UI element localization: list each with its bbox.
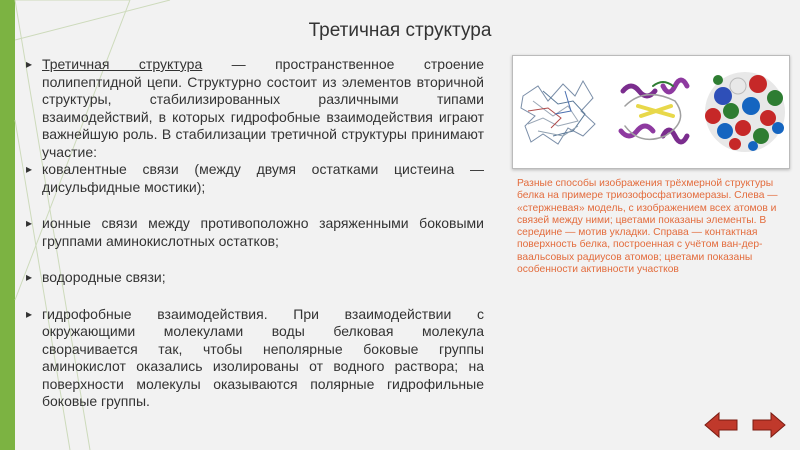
list-item-text: водородные связи;: [42, 269, 166, 285]
list-item-text: ионные связи между противоположно заряженными боковыми группами аминокислотных остатков;: [42, 215, 484, 249]
bullet-icon: ▸: [26, 162, 33, 176]
bullet-list: [24, 56, 484, 430]
bullet-icon: ▸: [26, 306, 33, 321]
surface-model-image: [705, 72, 785, 152]
image-caption: Разные способы изображения трёхмерной структуры белка на примере триозофосфатизомеразы. Слева — «стержневая» модель, с изображением всех атомов и связей между ними; цветами показаны элементы. В середине — мотив укладки. Справа — контактная поверхность белка, построенная с учётом ван-дер-ваальсовых радиусов атомов; цветами показаны особенности активности участков: [517, 178, 778, 276]
intro-text: — пространственное строение полипептидной цепи. Структурно состоит из элементов вторичной структуры, стабилизированных различными типами взаимодействий, в которых гидрофобные взаимодействия играют важнейшую роль. В стабилизации третичной структуры принимают участие:: [42, 56, 484, 160]
list-item-text: ковалентные связи (между двумя остатками цистеина — дисульфидные мостики);: [42, 161, 484, 195]
arrow-right-icon: [751, 410, 787, 440]
list-item: [24, 215, 484, 250]
protein-image: [512, 55, 790, 169]
list-item: [24, 269, 484, 287]
arrow-left-icon: [703, 410, 739, 440]
list-item-text: гидрофобные взаимодействия. При взаимодействии с окружающими молекулами воды белковая молекула сворачивается так, чтобы неполярные боковые группы аминокислот оказались изолированы от водного раствора; на поверхности молекулы оказываются полярные гидрофильные боковые группы.: [42, 305, 484, 409]
bullet-icon: ▸: [26, 270, 33, 284]
accent-stripe: [0, 0, 15, 450]
next-slide-button[interactable]: [751, 410, 787, 440]
ribbon-model-image: [621, 80, 687, 142]
stick-model-image: [521, 81, 595, 144]
list-item: [24, 161, 484, 196]
slide-title: Третичная структура: [308, 20, 492, 41]
intro-term: Третичная структура: [42, 56, 203, 72]
bullet-icon: ▸: [26, 216, 33, 230]
list-item: [24, 306, 484, 411]
bullet-icon: ▸: [26, 57, 33, 71]
list-item: [24, 56, 484, 161]
prev-slide-button[interactable]: [703, 410, 739, 440]
